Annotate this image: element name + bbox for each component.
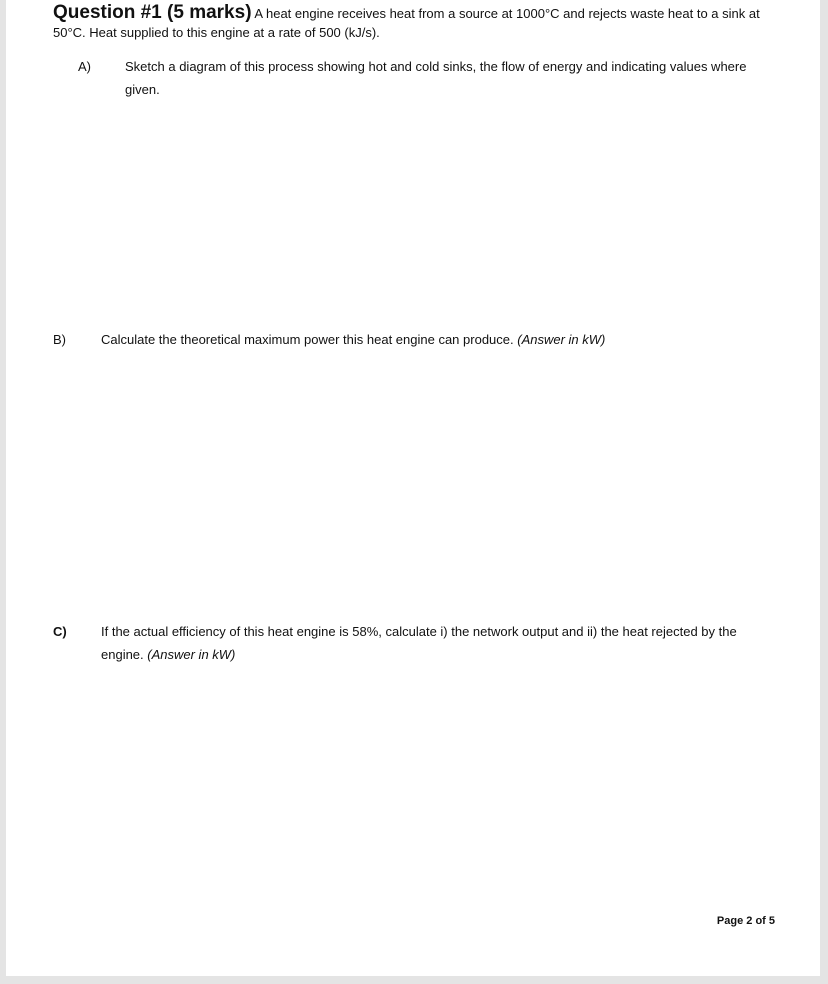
part-b-text — [101, 328, 781, 351]
part-b-label: B) — [53, 332, 66, 347]
document-page — [6, 0, 820, 976]
part-c-note: (Answer in kW) — [147, 647, 236, 662]
question-header — [53, 3, 793, 42]
question-title: Question #1 (5 marks) — [53, 2, 252, 23]
part-b-note: (Answer in kW) — [517, 332, 606, 347]
part-a-text: Sketch a diagram of this process showing hot and cold sinks, the flow of energy and indicating values where given. — [125, 59, 747, 97]
part-b-body: Calculate the theoretical maximum power this heat engine can produce. — [101, 332, 518, 347]
part-a-label: A) — [78, 59, 91, 74]
page-number: Page 2 of 5 — [716, 915, 775, 927]
question-intro: A heat engine receives heat from a source at 1000°C and rejects waste heat to a sink at 50°C. Heat supplied to this engine at a rate of 500 (kJ/s). — [53, 6, 760, 40]
part-c-text — [101, 620, 771, 666]
part-c-body: If the actual efficiency of this heat engine is 58%, calculate i) the network output and ii) the heat rejected by the engine. — [101, 624, 737, 662]
part-c-label: C) — [53, 624, 67, 639]
